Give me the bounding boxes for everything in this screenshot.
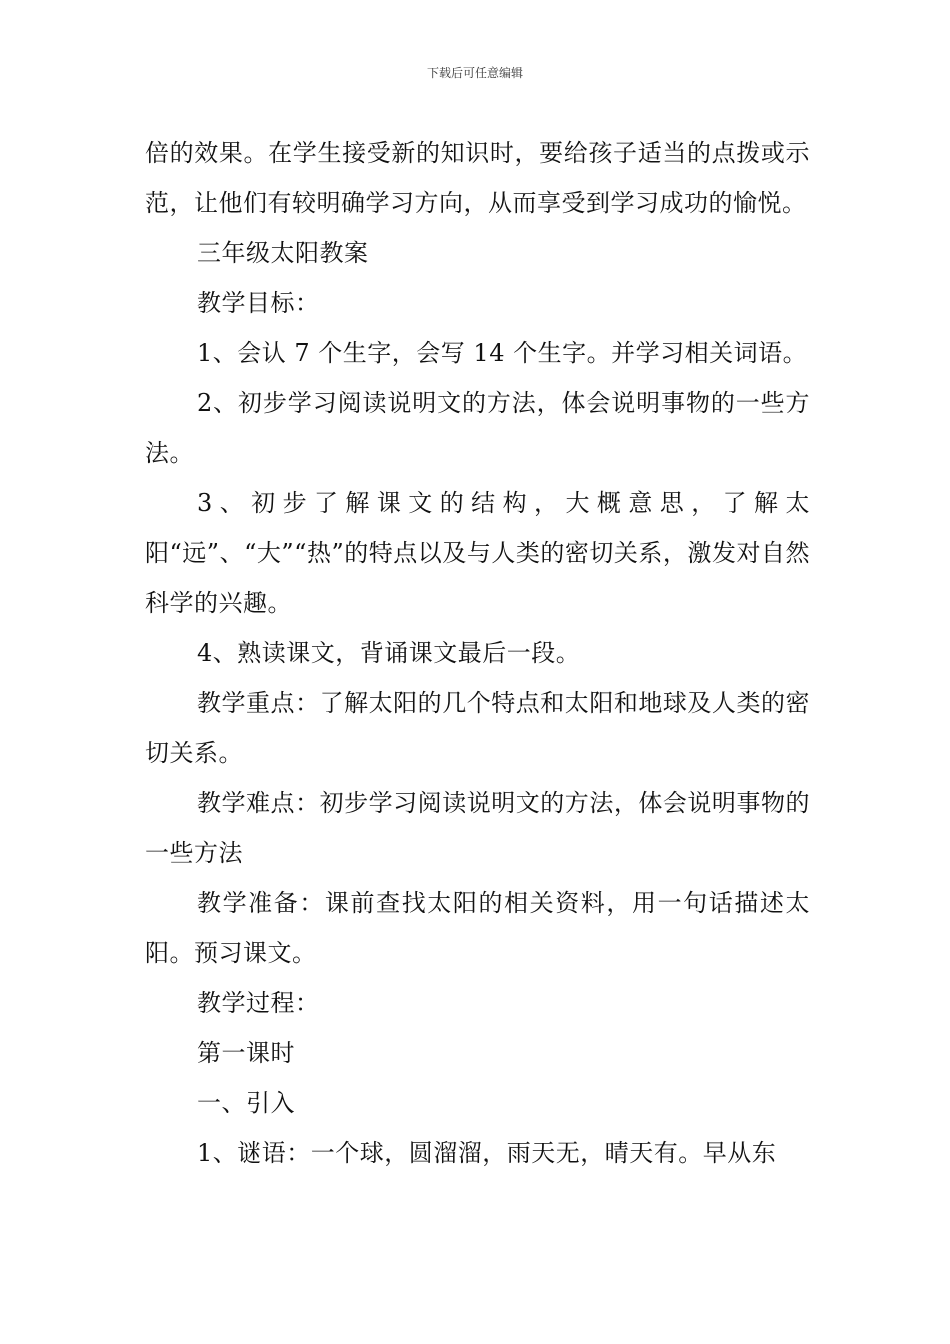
section-heading-process: 教学过程： bbox=[197, 989, 320, 1017]
lesson-period-heading: 第一课时 bbox=[197, 1039, 295, 1067]
objective-item-1: 1、会认 7 个生字，会写 14 个生字。并学习相关词语。 bbox=[197, 339, 808, 367]
page-header: 下载后可任意编辑 bbox=[426, 66, 523, 80]
paragraph-continuation: 倍的效果。在学生接受新的知识时，要给孩子适当的点拨或示范，让他们有较明确学习方向，从而享受到学习成功的愉悦。 bbox=[145, 139, 810, 217]
difficult-points: 教学难点：初步学习阅读说明文的方法，体会说明事物的一些方法 bbox=[145, 789, 810, 867]
objective-item-2: 2、初步学习阅读说明文的方法，体会说明事物的一些方法。 bbox=[145, 389, 810, 467]
key-points: 教学重点：了解太阳的几个特点和太阳和地球及人类的密切关系。 bbox=[145, 689, 810, 767]
step-heading-intro: 一、引入 bbox=[197, 1089, 295, 1117]
step-item-riddle: 1、谜语：一个球，圆溜溜，雨天无，晴天有。早从东 bbox=[197, 1139, 777, 1167]
objective-item-3: 3、初步了解课文的结构，大概意思，了解太阳“远”、“大”“热”的特点以及与人类的密切关系，激发对自然科学的兴趣。 bbox=[145, 489, 810, 617]
document-body bbox=[145, 128, 810, 1178]
lesson-title: 三年级太阳教案 bbox=[197, 239, 369, 267]
preparation: 教学准备：课前查找太阳的相关资料，用一句话描述太阳。预习课文。 bbox=[145, 889, 810, 967]
section-heading-objectives: 教学目标： bbox=[197, 289, 320, 317]
objective-item-4: 4、熟读课文，背诵课文最后一段。 bbox=[197, 639, 581, 667]
